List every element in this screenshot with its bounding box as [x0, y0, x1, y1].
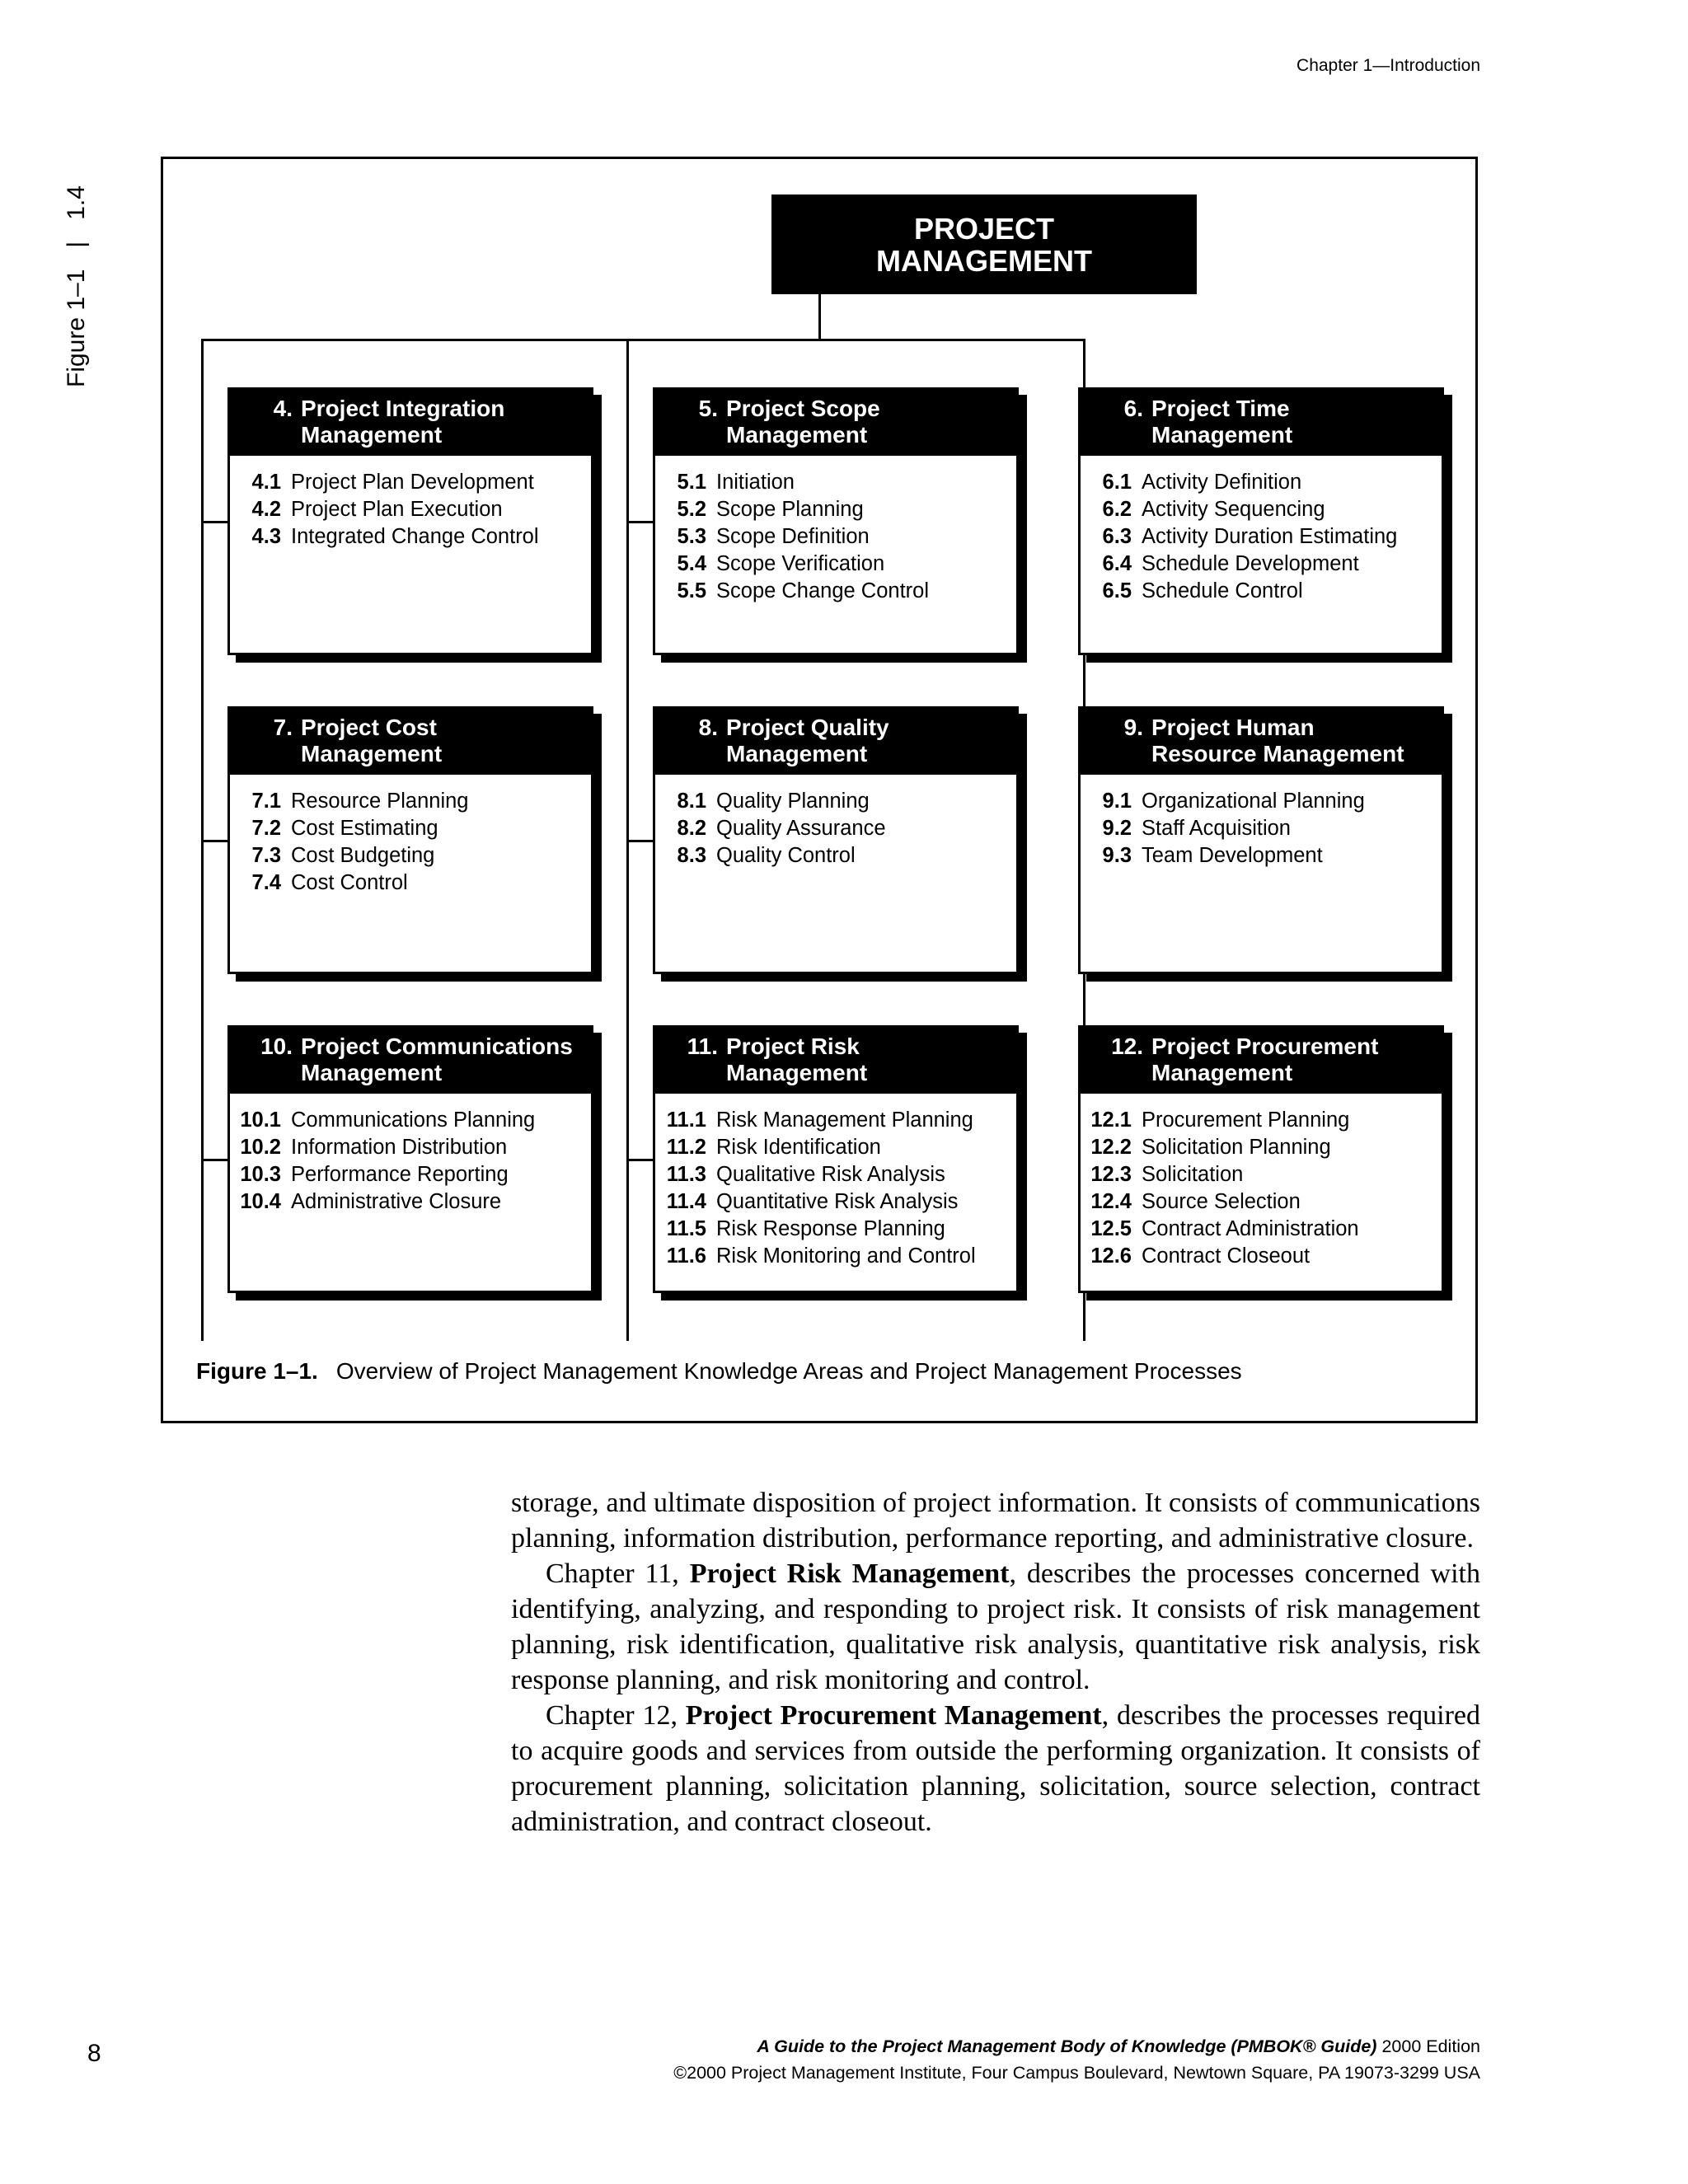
- chapter-11-title: Project Risk Management: [689, 1558, 1010, 1589]
- knowledge-area-time: [1078, 387, 1444, 655]
- process-list: [230, 775, 591, 897]
- process-item: 6.3 Activity Duration Estimating: [1102, 525, 1398, 548]
- figure-frame: [161, 157, 1478, 1423]
- knowledge-area-header: 8. Project Quality Management: [655, 709, 1016, 775]
- process-list: [1081, 775, 1442, 869]
- process-list: [655, 456, 1016, 605]
- footer-copyright: ©2000 Project Management Institute, Four Campus Boulevard, Newtown Square, PA 19073-3299 USA: [673, 2063, 1480, 2083]
- knowledge-area-human-resource: [1078, 706, 1444, 974]
- branch-connector: [201, 1159, 227, 1161]
- process-item: 7.1 Resource Planning: [251, 790, 469, 813]
- process-item: 5.4 Scope Verification: [677, 552, 885, 575]
- process-item: 6.4 Schedule Development: [1102, 552, 1359, 575]
- process-list: [655, 1094, 1016, 1270]
- root-line-2: MANAGEMENT: [876, 243, 1092, 278]
- process-item: 9.2 Staff Acquisition: [1102, 817, 1291, 840]
- side-label-section: 1.4: [63, 185, 90, 220]
- paragraph-3: Chapter 12, Project Procurement Management, describes the processes required to acquire goods and services from outside the performing organization. It consists of procurement planning, solicitation planning, solicitation, source selection, contract administration, and contract closeout.: [511, 1700, 1480, 1837]
- root-connector: [818, 294, 821, 339]
- knowledge-area-communications: [227, 1025, 593, 1293]
- process-item: 6.5 Schedule Control: [1102, 579, 1303, 602]
- footer-edition: 2000 Edition: [1376, 2036, 1480, 2056]
- process-item: 10.2 Information Distribution: [240, 1136, 508, 1159]
- root-line-1: PROJECT: [913, 211, 1055, 246]
- process-list: [655, 775, 1016, 869]
- knowledge-area-scope: [653, 387, 1019, 655]
- process-item: 12.2 Solicitation Planning: [1090, 1136, 1331, 1159]
- branch-connector: [626, 1159, 653, 1161]
- process-item: 11.6 Risk Monitoring and Control: [666, 1244, 976, 1268]
- process-item: 8.3 Quality Control: [677, 844, 856, 867]
- process-list: [230, 456, 591, 551]
- side-label: [63, 185, 91, 387]
- knowledge-area-header: 11. Project Risk Management: [655, 1028, 1016, 1094]
- footer: [673, 2033, 1480, 2086]
- process-item: 7.2 Cost Estimating: [251, 817, 438, 840]
- process-item: 12.3 Solicitation: [1090, 1163, 1244, 1186]
- process-item: 11.5 Risk Response Planning: [666, 1217, 945, 1240]
- figure-caption-text: Overview of Project Management Knowledge Areas and Project Management Processes: [335, 1358, 1242, 1384]
- process-item: 12.4 Source Selection: [1090, 1190, 1301, 1213]
- knowledge-area-header: 6. Project Time Management: [1081, 390, 1442, 456]
- process-item: 6.1 Activity Definition: [1102, 471, 1302, 494]
- process-item: 4.2 Project Plan Execution: [251, 498, 503, 521]
- process-item: 5.1 Initiation: [677, 471, 795, 494]
- branch-connector: [201, 521, 227, 523]
- process-item: 10.4 Administrative Closure: [240, 1190, 502, 1213]
- knowledge-area-procurement: [1078, 1025, 1444, 1293]
- knowledge-area-header: 10. Project Communications Management: [230, 1028, 591, 1094]
- paragraph-2: Chapter 11, Project Risk Management, describes the processes concerned with identifying, analyzing, and responding to project risk. It consists of risk management planning, risk identification, qualitative risk analysis, quantitative risk analysis, risk response planning, and risk monitoring and control.: [511, 1558, 1481, 1695]
- knowledge-area-header: 9. Project Human Resource Management: [1081, 709, 1442, 775]
- project-management-root-box: [771, 194, 1197, 294]
- process-item: 5.2 Scope Planning: [677, 498, 864, 521]
- process-item: 5.5 Scope Change Control: [677, 579, 930, 602]
- process-list: [230, 1094, 591, 1216]
- running-head: Chapter 1—Introduction: [1296, 56, 1480, 75]
- process-item: 10.1 Communications Planning: [240, 1108, 536, 1132]
- footer-title: A Guide to the Project Management Body of Knowledge (PMBOK® Guide): [757, 2036, 1377, 2056]
- process-item: 7.3 Cost Budgeting: [251, 844, 435, 867]
- process-item: 12.6 Contract Closeout: [1090, 1244, 1311, 1268]
- branch-connector: [626, 840, 653, 842]
- knowledge-area-integration: [227, 387, 593, 655]
- process-item: 11.3 Qualitative Risk Analysis: [666, 1163, 945, 1186]
- side-label-separator: |: [63, 241, 90, 248]
- process-item: 12.1 Procurement Planning: [1090, 1108, 1350, 1132]
- process-item: 6.2 Activity Sequencing: [1102, 498, 1325, 521]
- knowledge-area-header: 4. Project Integration Management: [230, 390, 591, 456]
- figure-caption-label: Figure 1–1.: [196, 1358, 318, 1384]
- process-item: 8.1 Quality Planning: [677, 790, 870, 813]
- top-horizontal-connector: [201, 339, 1085, 341]
- branch-connector: [201, 840, 227, 842]
- knowledge-area-risk: [653, 1025, 1019, 1293]
- process-item: 11.2 Risk Identification: [666, 1136, 881, 1159]
- knowledge-area-header: 5. Project Scope Management: [655, 390, 1016, 456]
- process-item: 10.3 Performance Reporting: [240, 1163, 509, 1186]
- process-item: 9.1 Organizational Planning: [1102, 790, 1365, 813]
- process-item: 11.4 Quantitative Risk Analysis: [666, 1190, 959, 1213]
- paragraph-1: storage, and ultimate disposition of project information. It consists of communications planning, information distribution, performance reporting, and administrative closure.: [511, 1488, 1480, 1554]
- process-item: 9.3 Team Development: [1102, 844, 1323, 867]
- chapter-12-title: Project Procurement Management: [685, 1700, 1102, 1731]
- branch-connector: [626, 521, 653, 523]
- body-text: [511, 1485, 1480, 1840]
- process-list: [1081, 456, 1442, 605]
- process-item: 8.2 Quality Assurance: [677, 817, 886, 840]
- process-item: 11.1 Risk Management Planning: [666, 1108, 973, 1132]
- side-label-figure: Figure 1–1: [63, 269, 90, 387]
- process-item: 4.1 Project Plan Development: [251, 471, 534, 494]
- knowledge-area-header: 12. Project Procurement Management: [1081, 1028, 1442, 1094]
- process-list: [1081, 1094, 1442, 1270]
- page-number: 8: [87, 2040, 101, 2067]
- knowledge-area-cost: [227, 706, 593, 974]
- knowledge-area-quality: [653, 706, 1019, 974]
- process-item: 5.3 Scope Definition: [677, 525, 870, 548]
- process-item: 12.5 Contract Administration: [1090, 1217, 1359, 1240]
- process-item: 4.3 Integrated Change Control: [251, 525, 539, 548]
- figure-caption: [196, 1358, 1242, 1385]
- knowledge-area-header: 7. Project Cost Management: [230, 709, 591, 775]
- process-item: 7.4 Cost Control: [251, 871, 408, 894]
